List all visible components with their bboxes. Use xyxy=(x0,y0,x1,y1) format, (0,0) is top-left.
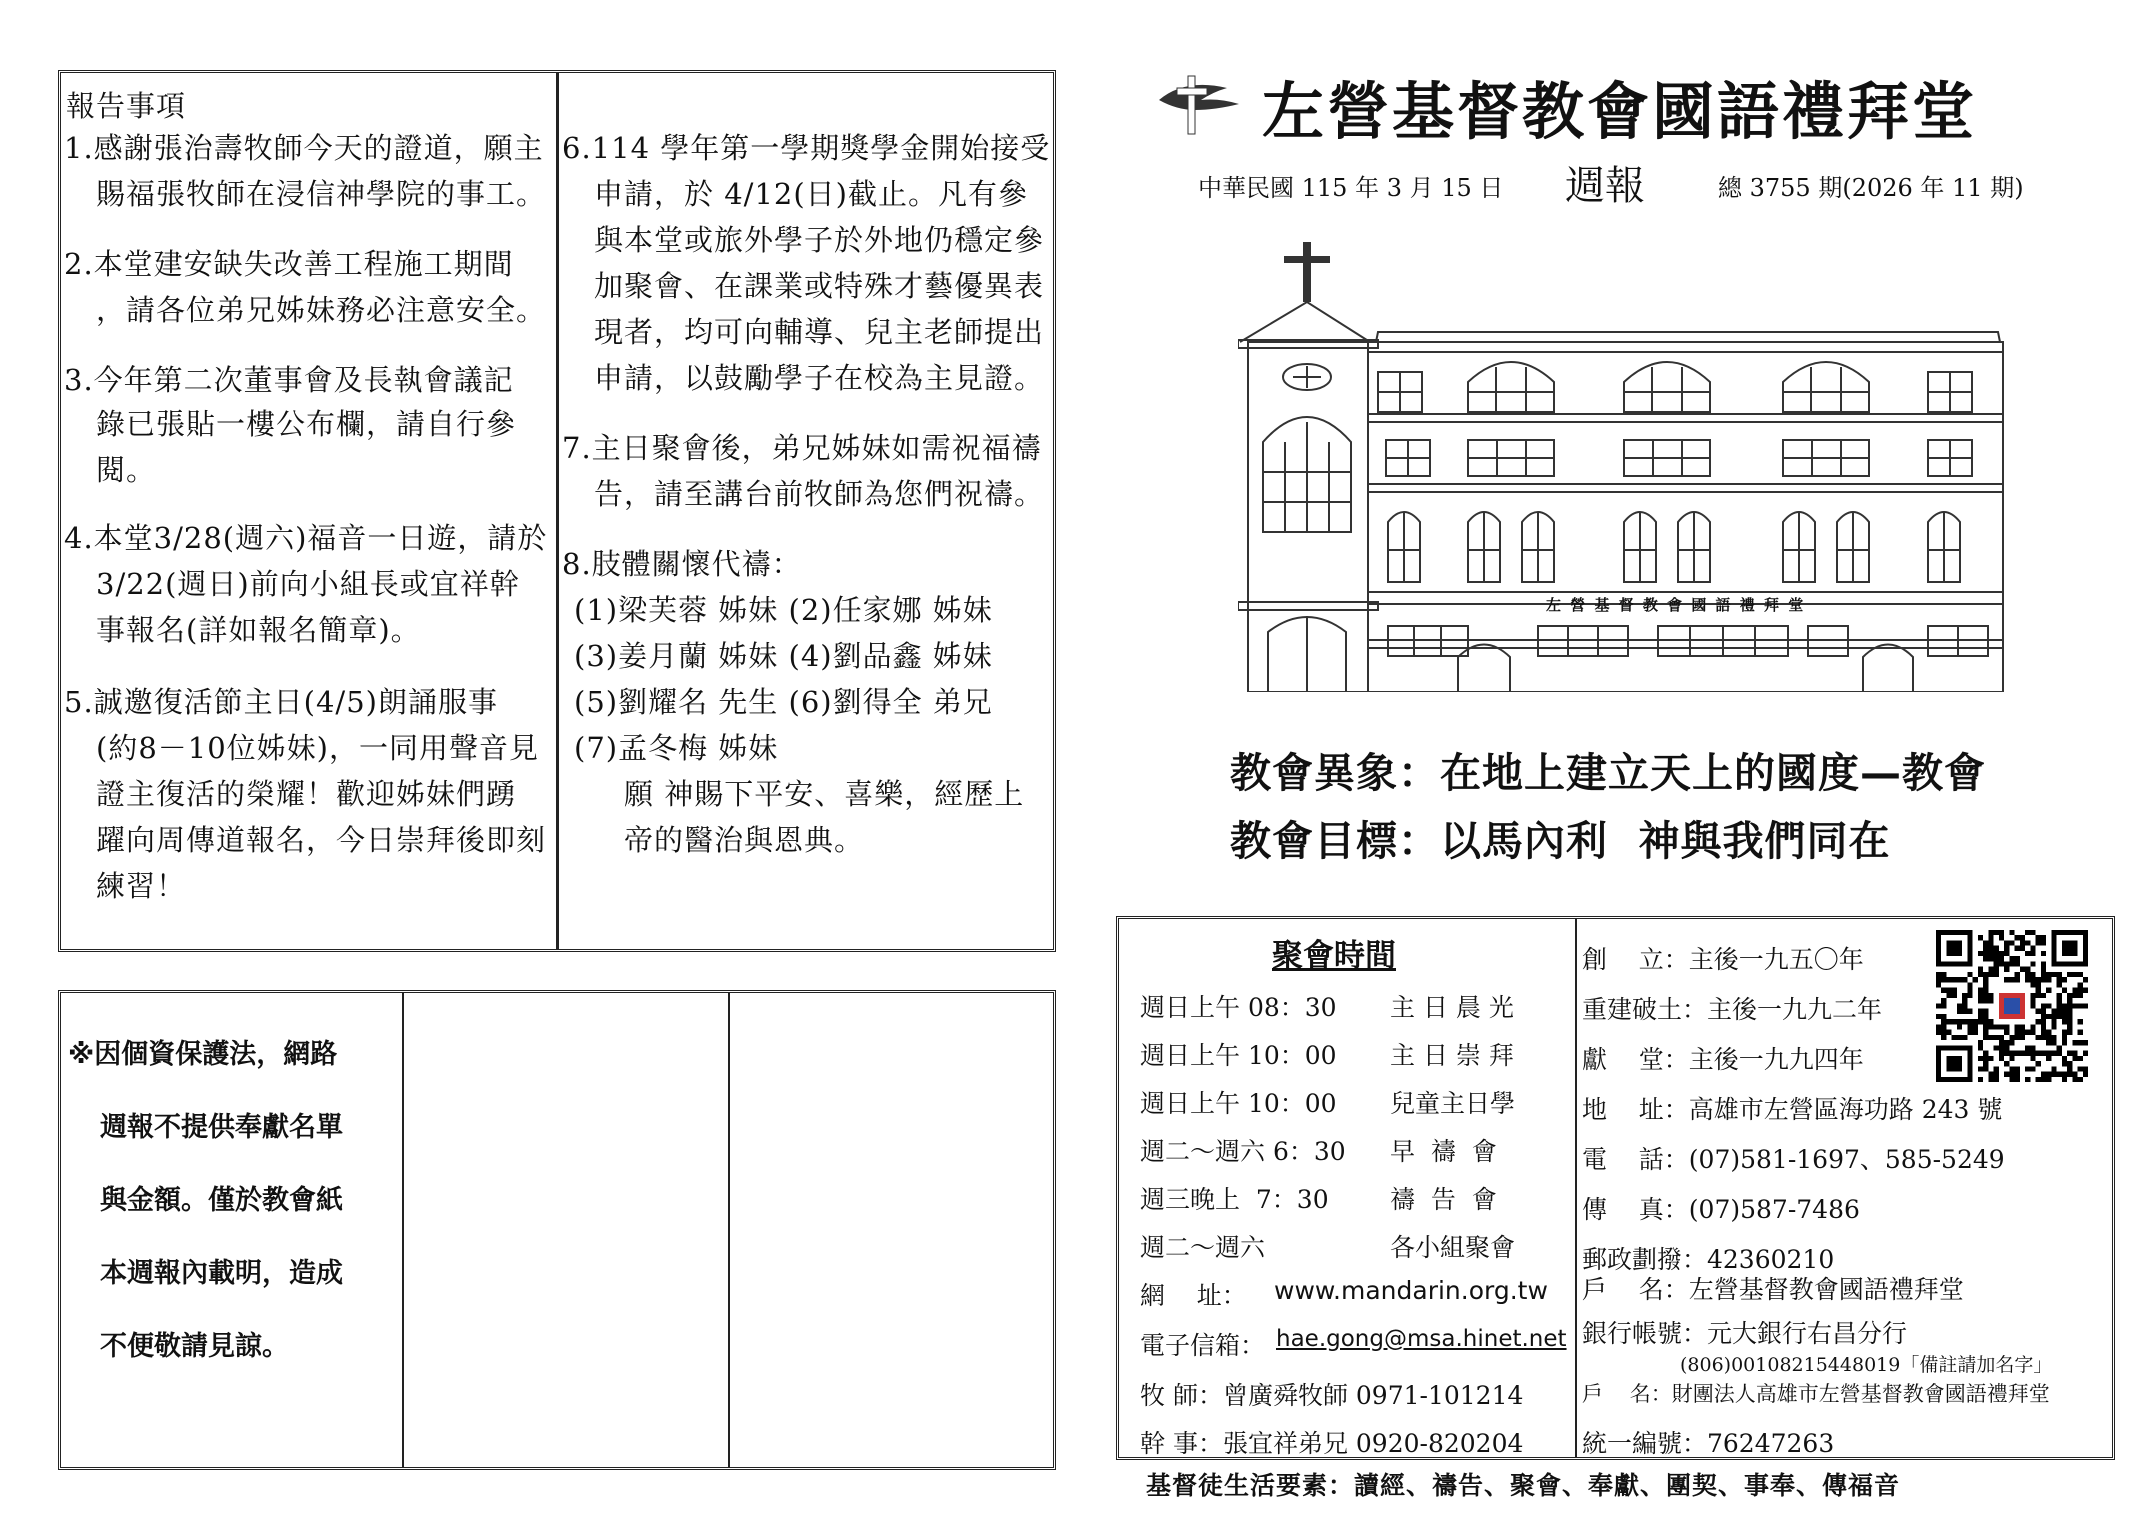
privacy-notice-line: 週報不提供奉獻名單 xyxy=(100,1112,343,1143)
announcement-line: 閱。 xyxy=(96,453,157,487)
meeting-name: 各小組聚會 xyxy=(1390,1233,1516,1262)
announcement-line: 4.本堂3/28(週六)福音一日遊，請於 xyxy=(64,521,548,555)
bank-account-number: (806)00108215448019「備註請加名字」 xyxy=(1680,1354,2053,1376)
church-goal: 教會目標：以馬內利 神與我們同在 xyxy=(1230,817,1891,865)
email-link[interactable]: hae.gong@msa.hinet.net xyxy=(1276,1326,1567,1352)
bulletin-issue: 總 3755 期(2026 年 11 期) xyxy=(1718,174,2024,202)
offering-divider-1 xyxy=(402,992,404,1468)
meeting-time: 週日上午 10：00 xyxy=(1140,1089,1337,1118)
meeting-row xyxy=(1140,1080,1570,1128)
meeting-time: 週三晚上 7：30 xyxy=(1140,1185,1329,1214)
meeting-name: 主 日 晨 光 xyxy=(1390,993,1514,1022)
privacy-notice-line: 本週報內載明，造成 xyxy=(100,1258,343,1289)
tax-id: 統一編號：76247263 xyxy=(1582,1429,1835,1458)
building-sign: 左 營 基 督 教 會 國 語 禮 拜 堂 xyxy=(1546,596,1806,614)
groundbreak-date: 重建破土：主後一九九二年 xyxy=(1582,995,1883,1024)
meeting-time: 週日上午 10：00 xyxy=(1140,1041,1337,1070)
website-label: 網 址： xyxy=(1140,1281,1247,1310)
meetings-title: 聚會時間 xyxy=(1272,938,1396,974)
qr-code[interactable] xyxy=(1936,930,2088,1082)
church-address: 地 址：高雄市左營區海功路 243 號 xyxy=(1582,1095,2003,1124)
website-link[interactable]: www.mandarin.org.tw xyxy=(1274,1276,1548,1305)
meeting-row xyxy=(1140,1224,1570,1272)
announcement-line: 1.感謝張治壽牧師今天的證道，願主 xyxy=(64,131,544,165)
announcement-line: 加聚會、在課業或特殊才藝優異表 xyxy=(594,269,1045,303)
announcement-line: ，請各位弟兄姊妹務必注意安全。 xyxy=(96,293,547,327)
announcement-line: (5)劉耀名 先生 (6)劉得全 弟兄 xyxy=(574,685,993,719)
bank-account: 銀行帳號：元大銀行右昌分行 xyxy=(1582,1319,1908,1348)
announcements-heading: 報告事項 xyxy=(66,89,187,123)
cross-dove-icon xyxy=(1155,70,1245,136)
dedication-date: 獻 堂：主後一九九四年 xyxy=(1582,1045,1864,1074)
announcement-line: 6.114 學年第一學期獎學金開始接受 xyxy=(562,131,1051,165)
meeting-name: 兒童主日學 xyxy=(1390,1089,1516,1118)
announcements-col2 xyxy=(562,84,1052,944)
bulletin-date: 中華民國 115 年 3 月 15 日 xyxy=(1198,174,1504,202)
announcements-divider xyxy=(556,72,559,950)
announcement-line: 帝的醫治與恩典。 xyxy=(624,823,865,857)
church-logo xyxy=(1155,70,1245,136)
postal-account: 郵政劃撥：42360210 xyxy=(1582,1245,1835,1274)
announcement-line: 錄已張貼一樓公布欄，請自行參 xyxy=(96,407,517,441)
announcement-line: 5.誠邀復活節主日(4/5)朗誦服事 xyxy=(64,685,498,719)
church-building-drawing xyxy=(1238,232,2008,692)
meeting-row xyxy=(1140,984,1570,1032)
meeting-time: 週二～週六 xyxy=(1140,1233,1266,1262)
meeting-name: 主 日 崇 拜 xyxy=(1390,1041,1514,1070)
bank-account-name: 戶 名：財團法人高雄市左營基督教會國語禮拜堂 xyxy=(1582,1382,2050,1406)
announcement-line: 7.主日聚會後，弟兄姊妹如需祝福禱 xyxy=(562,431,1042,465)
bulletin-title: 週報 xyxy=(1565,163,1645,209)
announcement-line: 告，請至講台前牧師為您們祝禱。 xyxy=(594,477,1045,511)
postal-account-name: 戶 名：左營基督教會國語禮拜堂 xyxy=(1582,1275,1964,1304)
meeting-row xyxy=(1140,1032,1570,1080)
meeting-info-divider xyxy=(1575,918,1577,1458)
email-label: 電子信箱： xyxy=(1140,1331,1266,1360)
founded-date: 創 立：主後一九五〇年 xyxy=(1582,945,1864,974)
announcement-line: (1)梁芙蓉 姊妹 (2)任家娜 姊妹 xyxy=(574,593,993,627)
announcement-line: (3)姜月蘭 姊妹 (4)劉品鑫 姊妹 xyxy=(574,639,993,673)
christian-life-essentials: 基督徒生活要素：讀經、禱告、聚會、奉獻、團契、事奉、傳福音 xyxy=(1146,1471,1901,1500)
meeting-time: 週二～週六 6：30 xyxy=(1140,1137,1346,1166)
privacy-notice xyxy=(68,1018,343,1383)
privacy-notice-line: ※因個資保護法，網路 xyxy=(68,1039,338,1070)
announcements-col1 xyxy=(64,84,554,944)
announcement-line: 申請，於 4/12(日)截止。凡有參 xyxy=(594,177,1028,211)
announcement-line: 證主復活的榮耀！歡迎姊妹們踴 xyxy=(96,777,517,811)
meeting-name: 禱 告 會 xyxy=(1390,1185,1497,1214)
church-name: 左營基督教會國語禮拜堂 xyxy=(1262,75,1978,148)
announcement-line: 躍向周傳道報名，今日崇拜後即刻 xyxy=(96,823,547,857)
announcement-line: 3/22(週日)前向小組長或宜祥幹 xyxy=(96,567,520,601)
announcement-line: (約8－10位姊妹)，一同用聲音見 xyxy=(96,731,539,765)
offering-divider-2 xyxy=(728,992,730,1468)
announcement-line: 練習！ xyxy=(96,869,187,903)
meeting-row xyxy=(1140,1176,1570,1224)
qr-code-icon xyxy=(1936,930,2088,1082)
announcement-line: (7)孟冬梅 姊妹 xyxy=(574,731,779,765)
announcement-line: 事報名(詳如報名簡章)。 xyxy=(96,613,421,647)
pastor-contact: 牧 師：曾廣舜牧師 0971-101214 xyxy=(1140,1381,1524,1410)
announcement-line: 8.肢體關懷代禱： xyxy=(562,547,802,581)
announcement-line: 與本堂或旅外學子於外地仍穩定參 xyxy=(594,223,1045,257)
announcement-line: 願 神賜下平安、喜樂，經歷上 xyxy=(624,777,1025,811)
church-fax: 傳 真：(07)587-7486 xyxy=(1582,1195,1860,1224)
privacy-notice-line: 與金額。僅於教會紙 xyxy=(100,1185,343,1216)
announcement-line: 申請，以鼓勵學子在校為主見證。 xyxy=(594,361,1045,395)
staff-contact: 幹 事：張宜祥弟兄 0920-820204 xyxy=(1140,1429,1524,1458)
announcement-line: 3.今年第二次董事會及長執會議記 xyxy=(64,363,514,397)
privacy-notice-line: 不便敬請見諒。 xyxy=(100,1331,289,1362)
meeting-name: 早 禱 會 xyxy=(1390,1137,1497,1166)
church-building-icon xyxy=(1238,232,2008,692)
meetings-list xyxy=(1140,984,1570,1272)
church-vision: 教會異象：在地上建立天上的國度—教會 xyxy=(1230,749,1986,797)
announcement-line: 賜福張牧師在浸信神學院的事工。 xyxy=(96,177,547,211)
church-phone: 電 話：(07)581-1697、585-5249 xyxy=(1582,1145,2005,1174)
announcement-line: 2.本堂建安缺失改善工程施工期間 xyxy=(64,247,514,281)
meeting-time: 週日上午 08：30 xyxy=(1140,993,1337,1022)
meeting-row xyxy=(1140,1128,1570,1176)
announcement-line: 現者，均可向輔導、兒主老師提出 xyxy=(594,315,1045,349)
